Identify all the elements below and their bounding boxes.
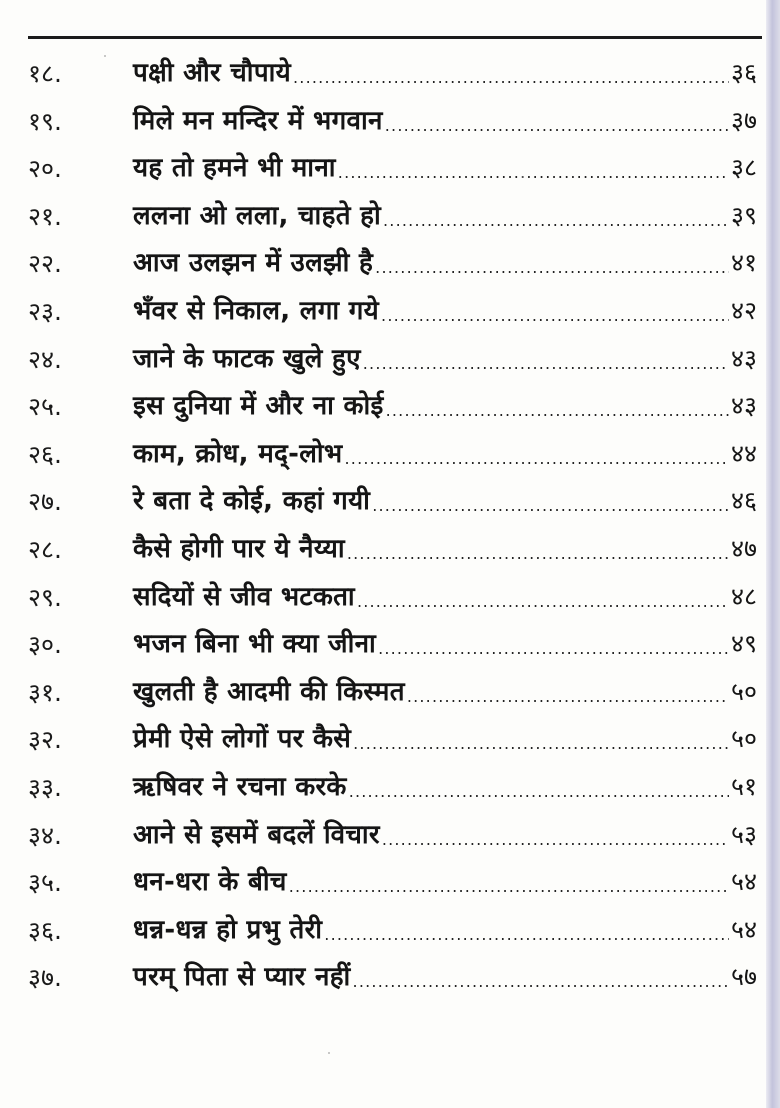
dot-leader	[383, 213, 729, 229]
entry-number: २२.	[28, 249, 62, 279]
entry-page-number: ४२	[730, 295, 757, 325]
dot-leader	[324, 927, 729, 943]
dot-leader	[345, 451, 729, 467]
entry-page-number: ३८	[730, 153, 757, 183]
entry-title: धन-धरा के बीच	[133, 867, 287, 898]
entry-title: यह तो हमने भी माना	[133, 153, 336, 184]
top-rule-divider	[28, 36, 762, 39]
entry-line	[133, 768, 757, 806]
toc-entry	[0, 909, 780, 957]
entry-title: इस दुनिया में और ना कोई	[133, 391, 384, 422]
entry-page-number: ५७	[730, 962, 757, 992]
entry-title: रे बता दे कोई, कहां गयी	[133, 486, 371, 517]
entry-number: ३३.	[28, 772, 62, 802]
entry-line	[133, 720, 757, 758]
entry-title: मिले मन मन्दिर में भगवान	[133, 105, 383, 136]
entry-line	[133, 530, 757, 568]
entry-page-number: ३७	[730, 105, 757, 135]
entry-title: भजन बिना भी क्या जीना	[133, 629, 377, 660]
scan-speck	[328, 1052, 330, 1054]
dot-leader	[353, 974, 729, 990]
entry-number: २९.	[28, 582, 62, 612]
entry-title: पक्षी और चौपाये	[133, 58, 292, 88]
dot-leader	[349, 784, 729, 800]
toc-entry	[0, 528, 780, 576]
toc-entry	[0, 576, 780, 624]
entry-line	[133, 54, 757, 92]
entry-title: प्रेमी ऐसे लोगों पर कैसे	[133, 724, 352, 755]
entry-line	[133, 435, 757, 473]
entry-number: ३२.	[28, 725, 62, 755]
entry-line	[133, 673, 757, 711]
entry-title: काम, क्रोध, मद्-लोभ	[133, 438, 343, 469]
dot-leader	[357, 594, 729, 610]
entry-number: २३.	[28, 296, 62, 326]
entry-number: १८.	[28, 59, 62, 88]
entry-line	[133, 958, 757, 996]
entry-line	[133, 578, 757, 616]
entry-title: भँवर से निकाल, लगा गये	[133, 295, 380, 326]
toc-entry	[0, 671, 780, 719]
entry-page-number: ५३	[730, 819, 757, 849]
dot-leader	[363, 356, 729, 372]
dot-leader	[382, 832, 729, 848]
dot-leader	[375, 260, 729, 276]
dot-leader	[385, 118, 729, 134]
dot-leader	[289, 879, 729, 895]
dot-leader	[293, 70, 729, 86]
entry-line	[133, 482, 757, 520]
toc-entry	[0, 290, 780, 338]
toc-entry	[0, 385, 780, 433]
entry-page-number: ४७	[730, 533, 757, 563]
entry-number: ३६.	[28, 915, 62, 945]
toc-entry	[0, 338, 780, 386]
entry-title: धन्न-धन्न हो प्रभु तेरी	[133, 914, 323, 945]
entry-page-number: ४६	[730, 486, 757, 516]
dot-leader	[386, 403, 729, 419]
entry-line	[133, 816, 757, 854]
scan-speck	[522, 176, 524, 178]
entry-page-number: ३६	[730, 58, 757, 87]
dot-leader	[347, 546, 729, 562]
entry-title: ऋषिवर ने रचना करके	[133, 771, 347, 802]
toc-entry	[0, 766, 780, 814]
table-of-contents	[0, 52, 780, 1004]
toc-entry	[0, 480, 780, 528]
entry-number: २५.	[28, 392, 62, 422]
dot-leader	[338, 165, 729, 181]
entry-title: जाने के फाटक खुले हुए	[133, 343, 361, 374]
toc-entry	[0, 195, 780, 243]
toc-entry	[0, 147, 780, 195]
entry-number: २७.	[28, 487, 62, 517]
toc-entry	[0, 100, 780, 148]
entry-title: कैसे होगी पार ये नैय्या	[133, 533, 345, 564]
entry-line	[133, 625, 757, 663]
entry-page-number: ४३	[730, 343, 757, 373]
entry-line	[133, 244, 757, 282]
toc-entry	[0, 52, 780, 100]
entry-title: आज उलझन में उलझी है	[133, 248, 374, 279]
dot-leader	[372, 498, 729, 514]
entry-line	[133, 911, 757, 949]
entry-page-number: ५०	[730, 676, 757, 706]
toc-entry	[0, 861, 780, 909]
entry-number: २८.	[28, 534, 62, 564]
entry-page-number: ४४	[730, 438, 757, 468]
entry-number: ३५.	[28, 868, 62, 898]
entry-number: ३१.	[28, 677, 62, 707]
entry-page-number: ५०	[730, 724, 757, 754]
toc-entry	[0, 956, 780, 1004]
entry-page-number: ४८	[730, 581, 757, 611]
entry-title: खुलती है आदमी की किस्मत	[133, 676, 405, 707]
entry-title: सदियों से जीव भटकता	[133, 581, 355, 612]
entry-line	[133, 149, 757, 187]
scan-speck	[104, 55, 106, 57]
entry-title: आने से इसमें बदलें विचार	[133, 819, 380, 850]
entry-page-number: ४३	[730, 391, 757, 421]
entry-line	[133, 863, 757, 901]
dot-leader	[378, 641, 729, 657]
entry-line	[133, 292, 757, 330]
entry-line	[133, 387, 757, 425]
entry-line	[133, 102, 757, 140]
dot-leader	[353, 736, 729, 752]
entry-number: ३०.	[28, 630, 62, 660]
entry-page-number: ५१	[730, 771, 757, 801]
entry-title: ललना ओ लला, चाहते हो	[133, 200, 382, 231]
entry-number: ३४.	[28, 820, 62, 850]
entry-number: २४.	[28, 344, 62, 374]
toc-entry	[0, 623, 780, 671]
entry-title: परम् पिता से प्यार नहीं	[133, 962, 351, 993]
entry-number: १९.	[28, 106, 62, 136]
entry-line	[133, 197, 757, 235]
entry-number: २१.	[28, 201, 62, 231]
dot-leader	[381, 308, 729, 324]
entry-page-number: ५४	[730, 914, 757, 944]
entry-page-number: ५४	[730, 867, 757, 897]
toc-entry	[0, 814, 780, 862]
entry-page-number: ४१	[730, 248, 757, 278]
toc-entry	[0, 718, 780, 766]
entry-number: २६.	[28, 439, 62, 469]
entry-page-number: ४९	[730, 629, 757, 659]
entry-number: ३७.	[28, 963, 62, 993]
dot-leader	[407, 689, 729, 705]
entry-number: २०.	[28, 154, 62, 184]
toc-entry	[0, 242, 780, 290]
entry-page-number: ३९	[730, 200, 757, 230]
entry-line	[133, 340, 757, 378]
toc-entry	[0, 433, 780, 481]
